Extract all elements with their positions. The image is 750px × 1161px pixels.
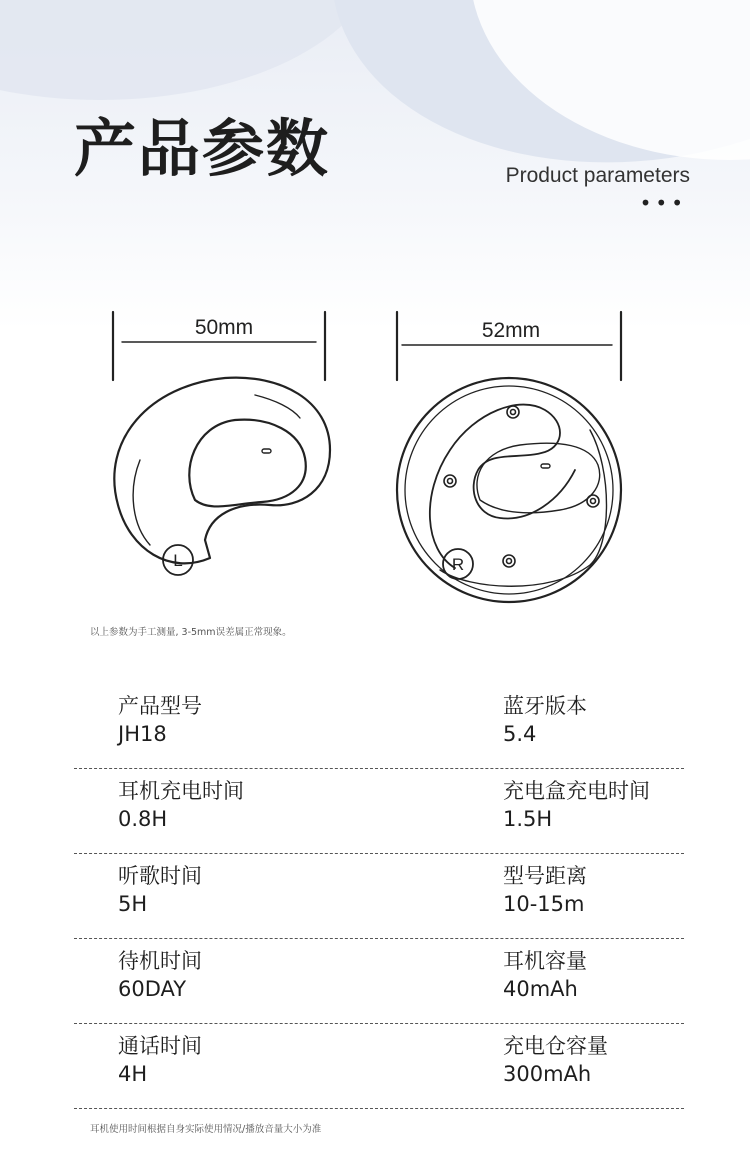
spec-label: 待机时间 — [118, 949, 202, 973]
right-earbud-contour — [440, 430, 607, 586]
left-earbud-sensor — [262, 449, 271, 453]
background-swoosh — [0, 0, 380, 100]
decorative-dots: ••• — [639, 191, 687, 215]
left-earbud — [113, 312, 330, 575]
spec-cell — [503, 862, 587, 919]
spec-cell — [118, 947, 202, 1004]
spec-row — [0, 769, 750, 854]
page-title: 产品参数 — [74, 112, 331, 185]
spec-label: 听歌时间 — [118, 864, 202, 888]
spec-row — [0, 684, 750, 769]
spec-label: 产品型号 — [118, 694, 202, 718]
right-side-label: R — [451, 555, 465, 574]
spec-label: 耳机充电时间 — [118, 779, 244, 803]
spec-value: 4H — [118, 1062, 148, 1087]
spec-label: 充电盒充电时间 — [503, 779, 650, 803]
left-earbud-outline — [114, 378, 330, 564]
left-side-label: L — [173, 551, 183, 570]
spec-value: 5H — [118, 892, 148, 917]
left-earbud-contour — [255, 395, 300, 418]
spec-cell — [503, 692, 587, 749]
spec-label: 耳机容量 — [503, 949, 587, 973]
spec-cell — [118, 692, 202, 749]
right-earbud-sensor — [541, 464, 550, 468]
spec-value: 0.8H — [118, 807, 168, 832]
left-dimension-label: 50mm — [194, 316, 254, 339]
spec-label: 通话时间 — [118, 1034, 202, 1058]
spec-value: JH18 — [118, 722, 167, 747]
dashed-divider — [74, 1108, 684, 1109]
measurement-note: 以上参数为手工测量, 3-5mm误差属正常现象。 — [90, 627, 292, 638]
spec-label: 充电仓容量 — [503, 1034, 608, 1058]
spec-row — [0, 854, 750, 939]
spec-cell — [503, 947, 587, 1004]
right-earbud-outline — [397, 378, 621, 602]
spec-value: 10-15m — [503, 892, 585, 917]
usage-footnote: 耳机使用时间根据自身实际使用情况/播放音量大小为准 — [90, 1124, 322, 1135]
spec-cell — [118, 1032, 202, 1089]
spec-value: 1.5H — [503, 807, 553, 832]
spec-cell — [118, 777, 244, 834]
spec-value: 300mAh — [503, 1062, 592, 1087]
spec-cell — [503, 1032, 608, 1089]
spec-label: 蓝牙版本 — [503, 694, 587, 718]
spec-label: 型号距离 — [503, 864, 587, 888]
right-earbud — [397, 312, 621, 602]
left-earbud-pod — [189, 420, 305, 507]
right-dimension-label: 52mm — [481, 319, 541, 342]
spec-table — [0, 684, 750, 1109]
spec-value: 40mAh — [503, 977, 578, 1002]
page-subtitle: Product parameters — [505, 164, 690, 187]
left-earbud-hook-curve — [133, 460, 150, 545]
spec-value: 5.4 — [503, 722, 537, 747]
spec-row — [0, 1024, 750, 1109]
spec-row — [0, 939, 750, 1024]
earbud-diagram-svg — [0, 300, 750, 610]
spec-cell — [118, 862, 202, 919]
earbud-dimension-diagram — [0, 300, 750, 610]
spec-value: 60DAY — [118, 977, 187, 1002]
spec-cell — [503, 777, 650, 834]
